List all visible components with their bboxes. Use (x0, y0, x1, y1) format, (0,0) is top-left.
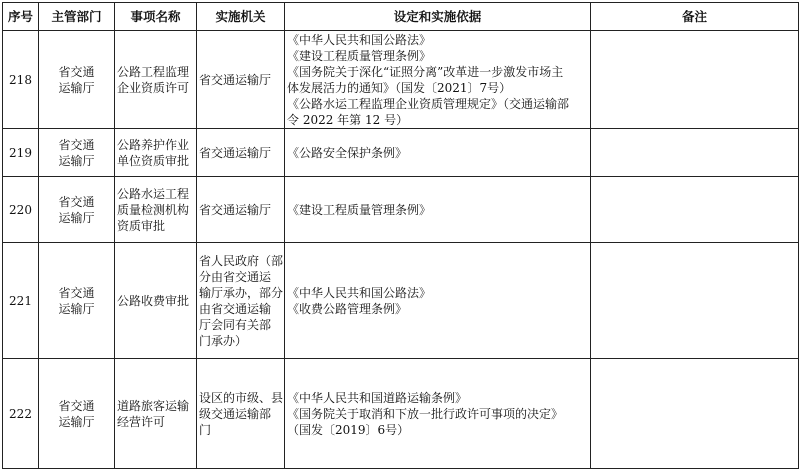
header-item: 事项名称 (115, 3, 197, 31)
header-org: 实施机关 (197, 3, 285, 31)
note-cell (591, 359, 799, 469)
org-line: 厅会同有关部 (199, 317, 272, 332)
dept-line: 运输厅 (58, 414, 95, 429)
item-line: 经营许可 (117, 414, 166, 429)
dept-line: 运输厅 (58, 153, 95, 168)
item-line: 公路养护作业 (117, 137, 190, 152)
org-line: 分由省交通运 (199, 269, 272, 284)
basis-line: 《收费公路管理条例》 (287, 301, 408, 316)
org-line: 省交通运输厅 (199, 72, 272, 87)
basis-line: 令 2022 年第 12 号） (287, 112, 409, 127)
item-line: 公路收费审批 (117, 293, 190, 308)
org-line: 设区的市级、县 (199, 390, 284, 405)
dept-line: 运输厅 (58, 301, 95, 316)
basis-line: 《建设工程质量管理条例》 (287, 202, 432, 217)
org-line: 门 (199, 422, 212, 437)
table-row (3, 177, 799, 243)
basis-line: 体发展活力的通知》（国发〔2021〕7号） (287, 80, 512, 95)
basis-line: （国发〔2019〕6号） (287, 422, 410, 437)
implementing-org-cell (197, 31, 285, 129)
table-row (3, 243, 799, 359)
legal-basis-cell (285, 359, 591, 469)
implementing-org-cell (197, 129, 285, 177)
org-line: 省交通运输厅 (199, 202, 272, 217)
item-line: 公路水运工程 (117, 186, 190, 201)
row-number: 219 (3, 129, 39, 177)
implementing-org-cell (197, 177, 285, 243)
basis-line: 《建设工程质量管理条例》 (287, 48, 432, 63)
basis-line: 《中华人民共和国公路法》 (287, 285, 432, 300)
item-line: 公路工程监理 (117, 64, 190, 79)
header-no: 序号 (3, 3, 39, 31)
dept-line: 运输厅 (58, 80, 95, 95)
org-line: 级交通运输部 (199, 406, 272, 421)
item-name-cell (115, 243, 197, 359)
dept-cell (39, 31, 115, 129)
item-name-cell (115, 177, 197, 243)
basis-line: 《国务院关于取消和下放一批行政许可事项的决定》 (287, 406, 564, 421)
dept-line: 省交通 (58, 398, 95, 413)
row-number: 222 (3, 359, 39, 469)
item-name-cell (115, 129, 197, 177)
header-note: 备注 (591, 3, 799, 31)
permit-table (2, 2, 799, 469)
org-line: 省交通运输厅 (199, 145, 272, 160)
legal-basis-cell (285, 177, 591, 243)
basis-line: 《公路水运工程监理企业资质管理规定》（交通运输部 (287, 96, 570, 111)
item-line: 道路旅客运输 (117, 398, 190, 413)
header-row (3, 3, 799, 31)
basis-line: 《公路安全保护条例》 (287, 145, 408, 160)
item-line: 单位资质审批 (117, 153, 190, 168)
legal-basis-cell (285, 129, 591, 177)
basis-line: 《中华人民共和国公路法》 (287, 32, 432, 47)
note-cell (591, 129, 799, 177)
table-row (3, 359, 799, 469)
header-basis: 设定和实施依据 (285, 3, 591, 31)
note-cell (591, 31, 799, 129)
dept-line: 省交通 (58, 194, 95, 209)
dept-line: 省交通 (58, 64, 95, 79)
item-line: 质量检测机构 (117, 202, 190, 217)
row-number: 218 (3, 31, 39, 129)
header-dept: 主管部门 (39, 3, 115, 31)
dept-cell (39, 243, 115, 359)
org-line: 输厅承办，部分 (199, 285, 284, 300)
dept-cell (39, 177, 115, 243)
row-number: 221 (3, 243, 39, 359)
item-line: 企业资质许可 (117, 80, 190, 95)
org-line: 省人民政府（部 (199, 253, 284, 268)
org-line: 门承办） (199, 333, 248, 348)
row-number: 220 (3, 177, 39, 243)
note-cell (591, 243, 799, 359)
implementing-org-cell (197, 243, 285, 359)
implementing-org-cell (197, 359, 285, 469)
dept-line: 省交通 (58, 285, 95, 300)
item-name-cell (115, 31, 197, 129)
dept-line: 运输厅 (58, 210, 95, 225)
item-line: 资质审批 (117, 218, 166, 233)
table-row (3, 31, 799, 129)
legal-basis-cell (285, 31, 591, 129)
dept-cell (39, 129, 115, 177)
org-line: 由省交通运输 (199, 301, 272, 316)
dept-cell (39, 359, 115, 469)
basis-line: 《中华人民共和国道路运输条例》 (287, 390, 468, 405)
basis-line: 《国务院关于深化“证照分离”改革进一步激发市场主 (287, 64, 564, 79)
legal-basis-cell (285, 243, 591, 359)
item-name-cell (115, 359, 197, 469)
table-row (3, 129, 799, 177)
note-cell (591, 177, 799, 243)
dept-line: 省交通 (58, 137, 95, 152)
